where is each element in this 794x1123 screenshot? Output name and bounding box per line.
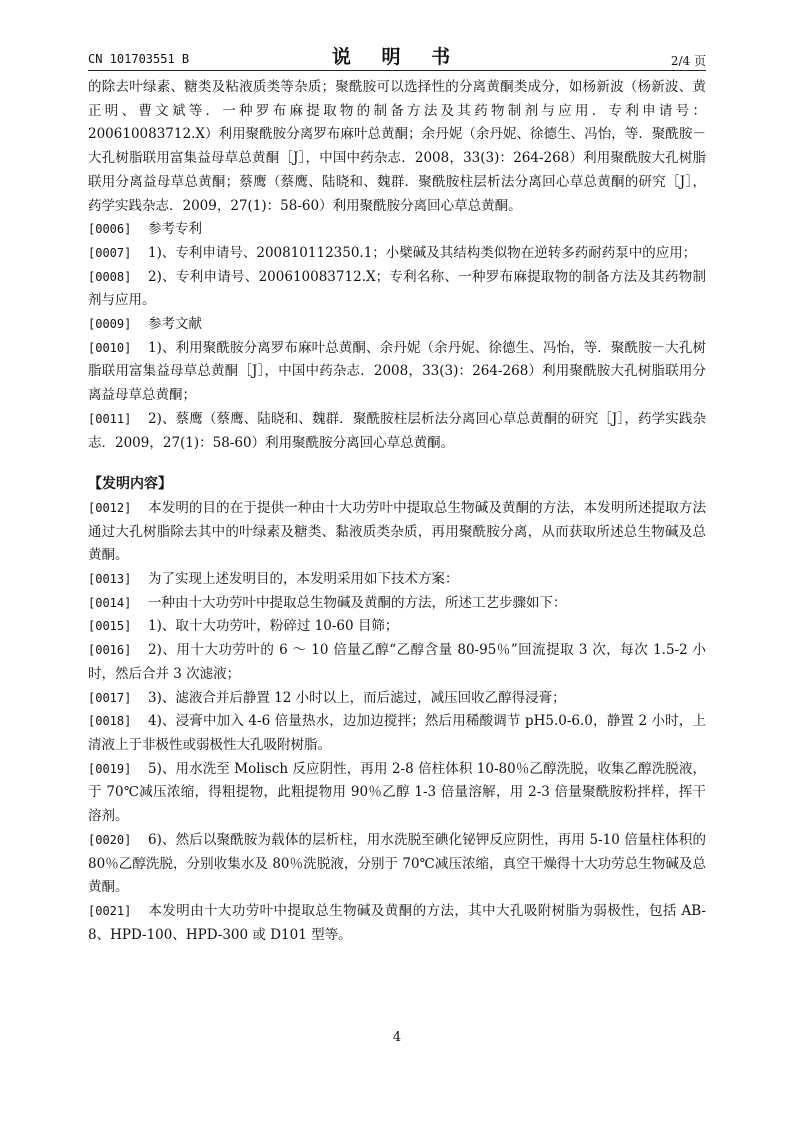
header-rule — [88, 70, 706, 71]
paragraph-text: 6)、然后以聚酰胺为载体的层析柱，用水洗脱至碘化铋钾反应阴性，再用 5-10 倍量柱体积的 80％乙醇洗脱，分别收集水及 80％洗脱液，分别于 70℃减压浓缩，真空干燥得十大功劳总生物碱及总黄酮。 — [88, 831, 706, 896]
numbered-paragraph — [88, 218, 706, 242]
paragraph-text: 1)、取十大功劳叶，粉碎过 10-60 目筛； — [148, 618, 399, 635]
document-body — [88, 76, 706, 947]
paragraph-text: 3)、滤液合并后静置 12 小时以上，而后滤过，减压回收乙醇得浸膏； — [148, 689, 566, 706]
paragraph-tag: [0009] — [88, 317, 132, 332]
paragraph-text: 1)、利用聚酰胺分离罗布麻叶总黄酮、余丹妮（余丹妮、徐德生、冯怡，等．聚酰胺－大孔树脂联用富集益母草总黄酮［J］，中国中药杂志．2008，33(3)：264-268）利用聚酰胺大孔树脂联用分离益母草总黄酮； — [88, 339, 706, 404]
page-number: 4 — [392, 1030, 402, 1045]
intro-paragraph: 的除去叶绿素、糖类及粘液质类等杂质；聚酰胺可以选择性的分离黄酮类成分，如杨新波（杨新波、黄正明、曹文斌等．一种罗布麻提取物的制备方法及其药物制剂与应用．专利申请号：200610083712.X）利用聚酰胺分离罗布麻叶总黄酮；余丹妮（余丹妮、徐德生、冯怡，等．聚酰胺－大孔树脂联用富集益母草总黄酮［J］，中国中药杂志．2008，33(3)：264-268）利用聚酰胺大孔树脂联用分离益母草总黄酮；蔡鹰（蔡鹰、陆晓和、魏群．聚酰胺柱层析法分离回心草总黄酮的研究［J］，药学实践杂志．2009，27(1)：58-60）利用聚酰胺分离回心草总黄酮。 — [88, 79, 706, 214]
paragraph-tag: [0019] — [88, 761, 132, 776]
paragraph-text: 4)、浸膏中加入 4-6 倍量热水，边加边搅拌；然后用稀酸调节 pH5.0-6.0，静置 2 小时，上清液上于非极性或弱极性大孔吸附树脂。 — [88, 713, 706, 753]
paragraph-tag: [0013] — [88, 572, 132, 587]
numbered-paragraph — [88, 592, 706, 616]
references-group — [88, 218, 706, 455]
paragraph-tag: [0014] — [88, 595, 132, 610]
numbered-paragraph — [88, 337, 706, 408]
paragraph-tag: [0015] — [88, 619, 132, 634]
numbered-paragraph — [88, 710, 706, 757]
paragraph-tag: [0018] — [88, 714, 132, 729]
patent-number: CN 101703551 B — [88, 52, 190, 66]
numbered-paragraph — [88, 639, 706, 686]
paragraph-text: 1)、专利申请号、200810112350.1；小檗碱及其结构类似物在逆转多药耐药泵中的应用； — [148, 244, 697, 261]
paragraph-text: 为了实现上述发明目的，本发明采用如下技术方案： — [148, 571, 459, 588]
invention-content-group — [88, 497, 706, 947]
paragraph-tag: [0011] — [88, 411, 132, 426]
paragraph-tag: [0016] — [88, 643, 132, 658]
numbered-paragraph — [88, 313, 706, 337]
document-title: 说 明 书 — [331, 46, 463, 68]
paragraph-tag: [0006] — [88, 222, 132, 237]
paragraph-tag: [0008] — [88, 269, 132, 284]
numbered-paragraph — [88, 568, 706, 592]
paragraph-text: 本发明由十大功劳叶中提取总生物碱及黄酮的方法，其中大孔吸附树脂为弱极性，包括 AB-8、HPD-100、HPD-300 或 D101 型等。 — [88, 902, 706, 943]
section-gap — [88, 455, 706, 473]
paragraph-tag: [0012] — [88, 500, 132, 515]
paragraph-text: 2)、蔡鹰（蔡鹰、陆晓和、魏群．聚酰胺柱层析法分离回心草总黄酮的研究［J］，药学实践杂志．2009，27(1)：58-60）利用聚酰胺分离回心草总黄酮。 — [88, 410, 706, 451]
paragraph-tag: [0020] — [88, 832, 132, 847]
paragraph-tag: [0010] — [88, 340, 132, 355]
paragraph-text: 5)、用水洗至 Molisch 反应阴性，再用 2-8 倍柱体积 10-80％乙醇洗脱，收集乙醇洗脱液，于 70℃减压浓缩，得粗提物，此粗提物用 90％乙醇 1-3 倍量溶解，用 2-3 倍量聚酰胺粉拌样，挥干溶剂。 — [88, 760, 706, 825]
paragraph-text: 2)、用十大功劳叶的 6 ～ 10 倍量乙醇“乙醇含量 80-95％”回流提取 3 次，每次 1.5-2 小时，然后合并 3 次滤液； — [88, 642, 706, 682]
section-title: 【发明内容】 — [88, 476, 172, 493]
numbered-paragraph — [88, 900, 706, 947]
numbered-paragraph — [88, 242, 706, 266]
paragraph-tag: [0017] — [88, 690, 132, 705]
paragraph-tag: [0021] — [88, 903, 132, 918]
paragraph-text: 2)、专利申请号、200610083712.X；专利名称、一种罗布麻提取物的制备方法及其药物制剂与应用。 — [88, 268, 706, 309]
paragraph-text: 一种由十大功劳叶中提取总生物碱及黄酮的方法，所述工艺步骤如下： — [148, 594, 567, 611]
page-header — [88, 42, 706, 70]
numbered-paragraph — [88, 758, 706, 829]
paragraph-text: 本发明的目的在于提供一种由十大功劳叶中提取总生物碱及黄酮的方法，本发明所述提取方法通过大孔树脂除去其中的叶绿素及糖类、黏液质类杂质，再用聚酰胺分离，从而获取所述总生物碱及总黄酮。 — [88, 499, 706, 564]
numbered-paragraph — [88, 829, 706, 900]
numbered-paragraph — [88, 497, 706, 568]
numbered-paragraph — [88, 615, 706, 639]
paragraph-text: 参考专利 — [148, 221, 202, 238]
page-indicator: 2/4 页 — [670, 54, 706, 68]
paragraph-text: 参考文献 — [148, 316, 202, 333]
numbered-paragraph — [88, 408, 706, 455]
numbered-paragraph — [88, 266, 706, 313]
numbered-paragraph — [88, 687, 706, 711]
paragraph-tag: [0007] — [88, 245, 132, 260]
